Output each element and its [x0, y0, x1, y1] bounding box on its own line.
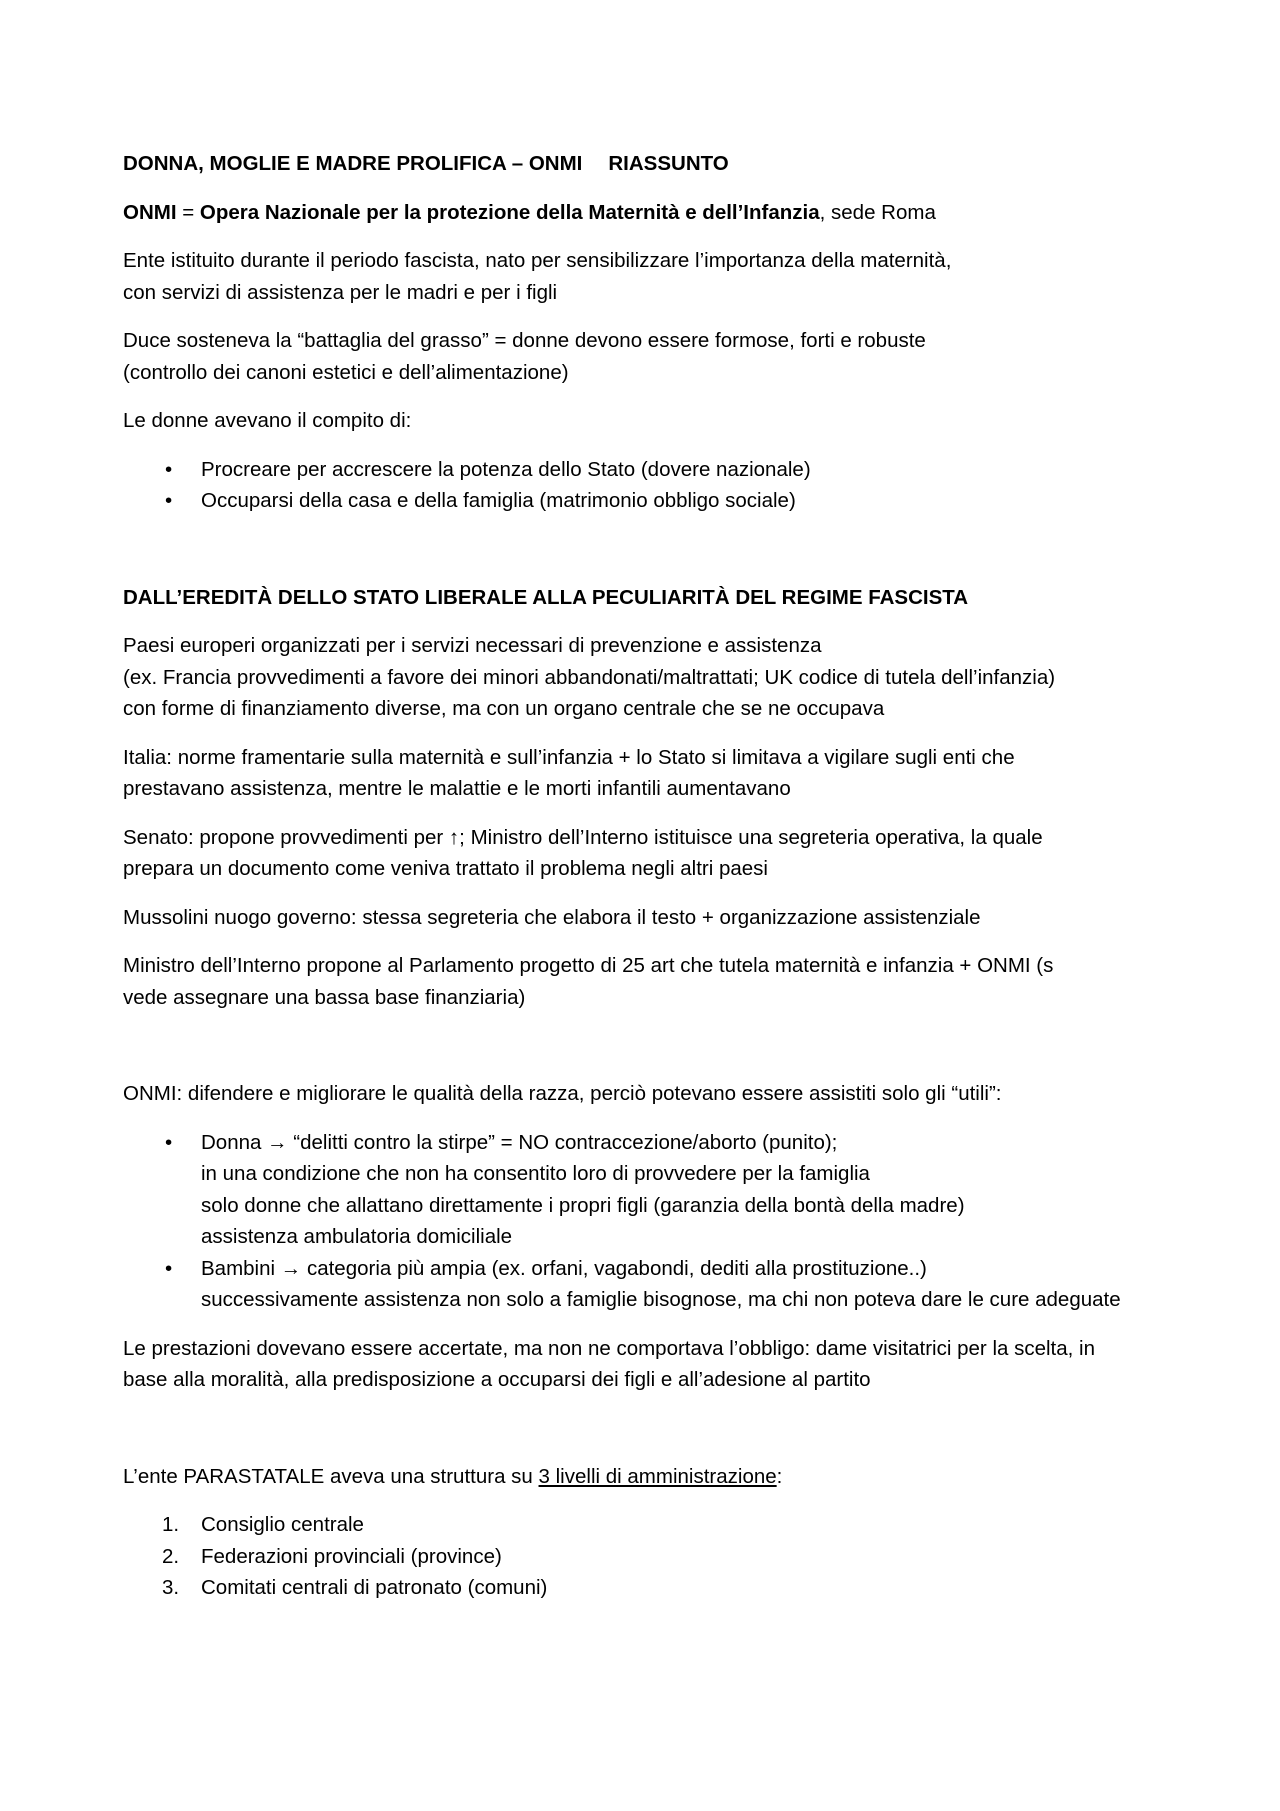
mussolini-paragraph: Mussolini nuogo governo: stessa segreteria che elabora il testo + organizzazione assistenziale [123, 905, 981, 929]
list-item [123, 1127, 1183, 1253]
bambini-line: Bambini → categoria più ampia (ex. orfani, vagabondi, dediti alla prostituzione..) [201, 1256, 927, 1280]
ministro-paragraph [123, 950, 1183, 1013]
prestazioni-paragraph [123, 1333, 1183, 1396]
italia-line-2: prestavano assistenza, mentre le malattie e le morti infantili aumentavano [123, 777, 791, 800]
prestazioni-line-2: base alla moralità, alla predisposizione a occuparsi dei figli e all’adesione al partito [123, 1368, 871, 1391]
livelli-list [123, 1509, 1183, 1604]
donna-line: in una condizione che non ha consentito loro di provvedere per la famiglia [201, 1162, 870, 1185]
document-page [123, 148, 1183, 1604]
list-item [123, 485, 1183, 517]
ente-line-2: con servizi di assistenza per le madri e per i figli [123, 280, 558, 304]
list-item-text: Federazioni provinciali (province) [201, 1544, 502, 1568]
senato-line-2: prepara un documento come veniva trattato il problema negli altri paesi [123, 857, 768, 880]
senato-line-1: Senato: propone provvedimenti per ↑; Ministro dell’Interno istituisce una segreteria operativa, la quale [123, 825, 1043, 849]
equals-sign: = [176, 200, 200, 224]
list-item-text: Consiglio centrale [201, 1513, 364, 1536]
list-item [123, 1253, 1183, 1316]
parastatale-paragraph [123, 1461, 1183, 1493]
compito-paragraph: Le donne avevano il compito di: [123, 409, 412, 432]
list-item [123, 1572, 1183, 1604]
list-item [123, 1541, 1183, 1573]
prestazioni-line-1: Le prestazioni dovevano essere accertate, ma non ne comportava l’obbligo: dame visitatrici per la scelta, in [123, 1336, 1095, 1360]
title-main: DONNA, MOGLIE E MADRE PROLIFICA – ONMI [123, 152, 583, 175]
utili-list [123, 1127, 1183, 1316]
donna-line: solo donne che allattano direttamente i propri figli (garanzia della bontà della madre) [201, 1193, 965, 1217]
ente-paragraph [123, 245, 1183, 308]
list-number: 3. [162, 1576, 180, 1599]
list-item [123, 454, 1183, 486]
onmi-full-name: Opera Nazionale per la protezione della Maternità e dell’Infanzia [199, 200, 820, 224]
livelli-underlined: 3 livelli di amministrazione [538, 1464, 777, 1488]
paesi-paragraph [123, 630, 1183, 725]
paesi-line-3: con forme di finanziamento diverse, ma con un organo centrale che se ne occupava [123, 697, 885, 720]
onmi-seat: , sede Roma [819, 200, 936, 224]
parastatale-text: L’ente PARASTATALE aveva una struttura su [123, 1464, 539, 1488]
section-title-onmi [123, 148, 1183, 180]
list-item [123, 1509, 1183, 1541]
ministro-line-1: Ministro dell’Interno propone al Parlamento progetto di 25 art che tutela maternità e infanzia + ONMI (s [123, 954, 1054, 977]
title-tag: RIASSUNTO [608, 152, 729, 175]
bullet-icon: • [165, 489, 173, 512]
duce-line-2: (controllo dei canoni estetici e dell’alimentazione) [123, 360, 569, 384]
list-number: 1. [162, 1513, 180, 1536]
section-title-eredita: DALL’EREDITÀ DELLO STATO LIBERALE ALLA PECULIARITÀ DEL REGIME FASCISTA [123, 585, 969, 609]
onmi-definition [123, 197, 1183, 229]
italia-line-1: Italia: norme framentarie sulla maternità e sull’infanzia + lo Stato si limitava a vigilare sugli enti che [123, 745, 1015, 769]
onmi-abbr: ONMI [123, 200, 177, 224]
bullet-icon: • [165, 1130, 173, 1154]
donna-line: Donna → “delitti contro la stirpe” = NO contraccezione/aborto (punito); [201, 1130, 838, 1154]
onmi-utili-paragraph: ONMI: difendere e migliorare le qualità della razza, perciò potevano essere assistiti solo gli “utili”: [123, 1082, 1002, 1105]
list-number: 2. [162, 1544, 180, 1568]
paesi-line-2: (ex. Francia provvedimenti a favore dei minori abbandonati/maltrattati; UK codice di tutela dell’infanzia) [123, 665, 1056, 689]
paesi-line-1: Paesi europeri organizzati per i servizi necessari di prevenzione e assistenza [123, 634, 822, 657]
bullet-icon: • [165, 457, 173, 481]
donna-line: assistenza ambulatoria domiciliale [201, 1225, 513, 1248]
duce-paragraph [123, 325, 1183, 388]
colon: : [776, 1464, 783, 1488]
ministro-line-2: vede assegnare una bassa base finanziaria) [123, 985, 526, 1009]
compito-list [123, 454, 1183, 517]
senato-paragraph [123, 822, 1183, 885]
list-item-text: Comitati centrali di patronato (comuni) [201, 1576, 548, 1599]
bullet-icon: • [165, 1256, 173, 1280]
duce-line-1: Duce sosteneva la “battaglia del grasso” = donne devono essere formose, forti e robuste [123, 329, 926, 352]
ente-line-1: Ente istituito durante il periodo fascista, nato per sensibilizzare l’importanza della maternità, [123, 249, 952, 272]
list-item-text: Procreare per accrescere la potenza dello Stato (dovere nazionale) [201, 457, 811, 481]
italia-paragraph [123, 742, 1183, 805]
bambini-line: successivamente assistenza non solo a famiglie bisognose, ma chi non poteva dare le cure adeguate [201, 1288, 1121, 1311]
list-item-text: Occuparsi della casa e della famiglia (matrimonio obbligo sociale) [201, 489, 796, 512]
